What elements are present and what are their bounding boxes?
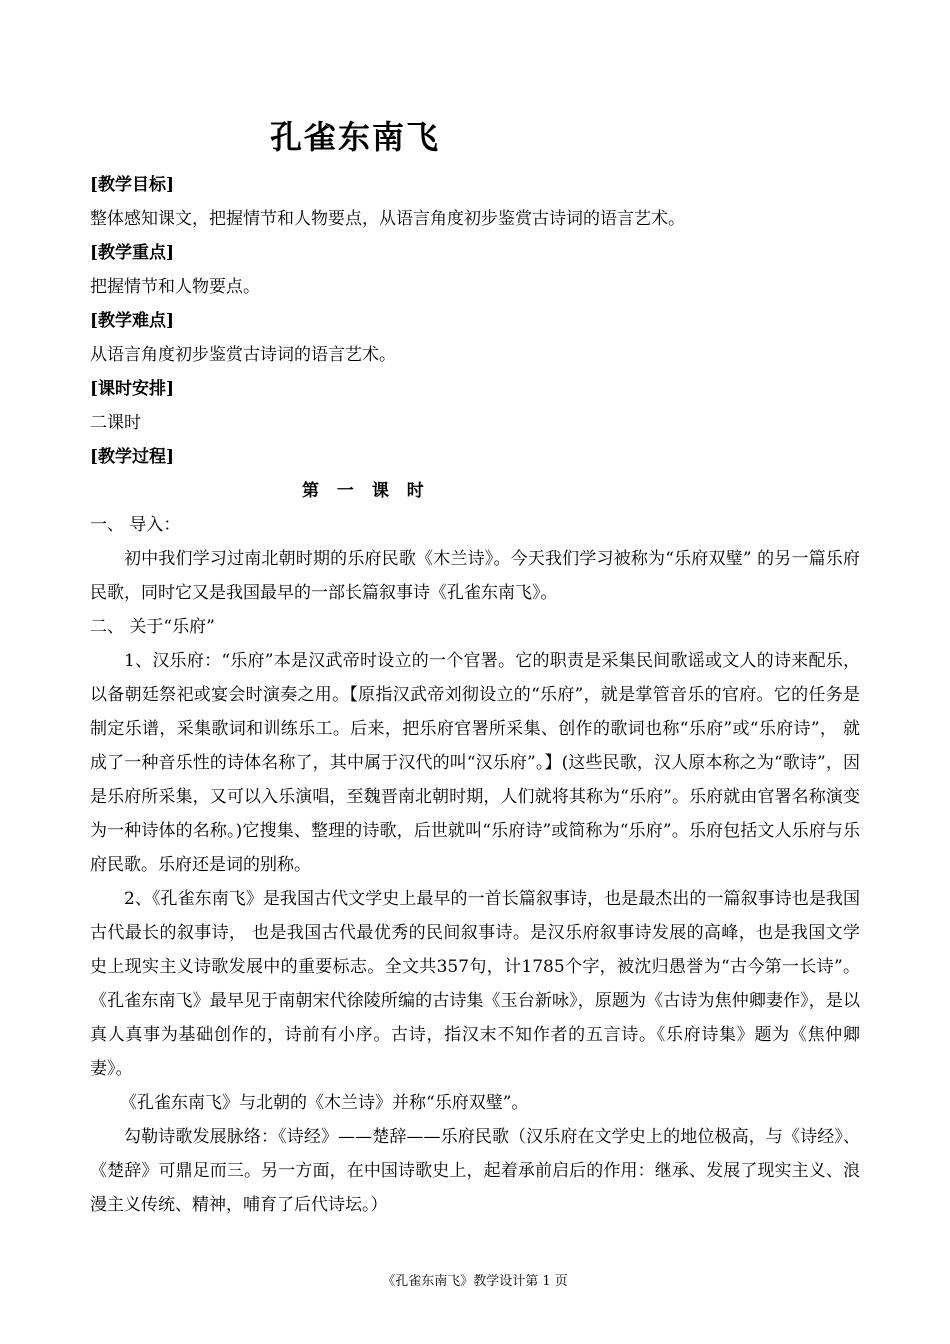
difficulty-text: 从语言角度初步鉴赏古诗词的语言艺术。 <box>90 345 396 365</box>
focus-heading: [教学重点] <box>90 243 175 263</box>
schedule-text: 二课时 <box>90 413 141 433</box>
lesson-title: 第 一 课 时 <box>302 481 430 501</box>
goal-text: 整体感知课文，把握情节和人物要点，从语言角度初步鉴赏古诗词的语言艺术。 <box>90 209 685 229</box>
yuefu-paragraph-2: 2、《孔雀东南飞》是我国古代文学史上最早的一首长篇叙事诗，也是最杰出的一篇叙事诗也是我国古代最长的叙事诗， 也是我国古代最优秀的民间叙事诗。是汉乐府叙事诗发展的高峰，也是我国文学史上现实主义诗歌发展中的重要标志。全文共357句，计1785个字，被沈归愚誉为“古今第一长诗”。《孔雀东南飞》最早见于南朝宋代徐陵所编的古诗集《玉台新咏》，原题为《古诗为焦仲卿妻作》，是以真人真事为基础创作的，诗前有小序。古诗，指汉末不知作者的五言诗。《乐府诗集》题为《焦仲卿妻》。 <box>90 889 860 1079</box>
part1-paragraph: 初中我们学习过南北朝时期的乐府民歌《木兰诗》。今天我们学习被称为“乐府双璧” 的另一篇乐府民歌，同时它又是我国最早的一部长篇叙事诗《孔雀东南飞》。 <box>90 549 860 603</box>
document-body <box>90 168 860 1222</box>
yuefu-paragraph-4: 勾勒诗歌发展脉络：《诗经》——楚辞——乐府民歌（汉乐府在文学史上的地位极高，与《诗经》、《楚辞》可鼎足而三。另一方面，在中国诗歌史上，起着承前启后的作用：继承、发展了现实主义、浪漫主义传统、精神，哺育了后代诗坛。） <box>90 1127 860 1215</box>
goal-heading: [教学目标] <box>90 175 175 195</box>
focus-text: 把握情节和人物要点。 <box>90 277 260 297</box>
part1-heading: 一、 导入： <box>90 515 181 535</box>
process-heading: [教学过程] <box>90 447 175 467</box>
schedule-heading: [课时安排] <box>90 379 175 399</box>
yuefu-paragraph-1: 1、汉乐府：“乐府”本是汉武帝时设立的一个官署。它的职责是采集民间歌谣或文人的诗来配乐，以备朝廷祭祀或宴会时演奏之用。【原指汉武帝刘彻设立的“乐府”，就是掌管音乐的官府。它的任务是制定乐谱，采集歌词和训练乐工。后来，把乐府官署所采集、创作的歌词也称“乐府”或“乐府诗”， 就成了一种音乐性的诗体名称了，其中属于汉代的叫“汉乐府”。】(这些民歌，汉人原本称之为“歌诗”，因是乐府所采集，又可以入乐演唱，至魏晋南北朝时期，人们就将其称为“乐府”。乐府就由官署名称演变为一种诗体的名称。)它搜集、整理的诗歌，后世就叫“乐府诗”或简称为“乐府”。乐府包括文人乐府与乐府民歌。乐府还是词的别称。 <box>90 651 860 875</box>
document-title: 孔雀东南飞 <box>270 118 441 156</box>
page-footer: 《孔雀东南飞》教学设计第 1 页 <box>382 1274 568 1289</box>
yuefu-paragraph-3: 《孔雀东南飞》与北朝的《木兰诗》并称“乐府双璧”。 <box>120 1093 529 1113</box>
part2-heading: 二、 关于“乐府” <box>90 617 215 637</box>
difficulty-heading: [教学难点] <box>90 311 175 331</box>
